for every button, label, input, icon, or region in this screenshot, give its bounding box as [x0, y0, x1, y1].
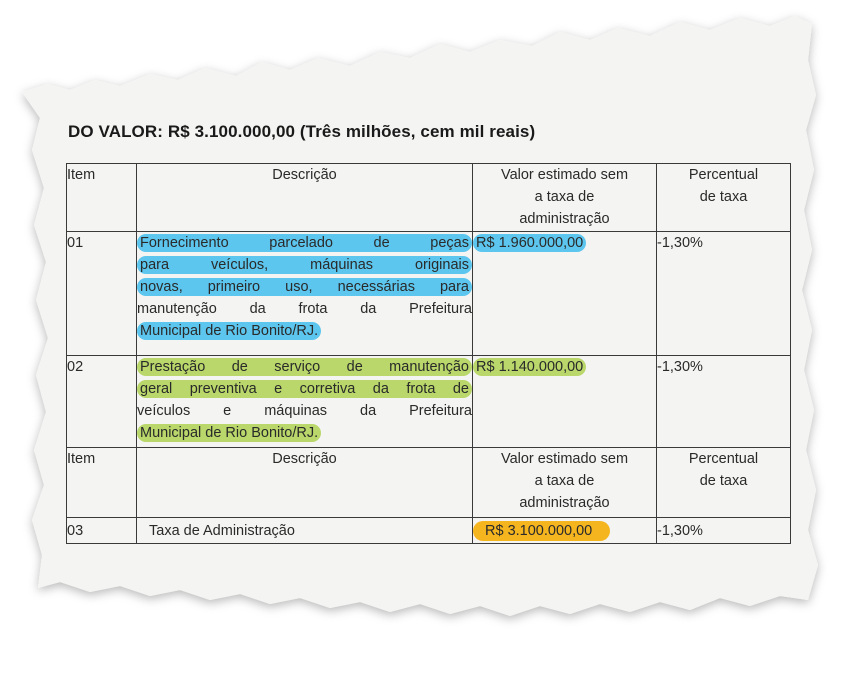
- desc-line: Municipal de Rio Bonito/RJ.: [137, 322, 321, 340]
- header-item: Item: [67, 164, 137, 232]
- row-valor: [473, 232, 657, 356]
- row-percentual: -1,30%: [657, 518, 791, 544]
- header-percentual: [657, 164, 791, 232]
- valor-amount: R$ 3.100.000,00: [473, 521, 610, 541]
- header-percentual-line: de taxa: [699, 189, 748, 205]
- document-title: DO VALOR: R$ 3.100.000,00 (Três milhões, cem mil reais): [68, 122, 536, 141]
- desc-line: Prestação de serviço de manutenção: [137, 358, 472, 376]
- row-percentual: -1,30%: [657, 232, 791, 356]
- header-descricao: Descrição: [137, 164, 473, 232]
- header-item: Item: [67, 448, 137, 518]
- table-row: [67, 356, 791, 448]
- header-valor-line: administração: [519, 495, 610, 511]
- header-valor: [473, 164, 657, 232]
- header-valor-line: Valor estimado sem: [500, 451, 629, 467]
- row-valor: [473, 518, 657, 544]
- row-item-number: 03: [67, 518, 137, 544]
- row-item-number: 01: [67, 232, 137, 356]
- row-percentual: -1,30%: [657, 356, 791, 448]
- table-row: [67, 232, 791, 356]
- table-header-row: [67, 164, 791, 232]
- header-valor-line: administração: [519, 211, 610, 227]
- header-valor-line: a taxa de: [534, 189, 595, 205]
- row-descricao: [137, 356, 473, 448]
- desc-line: Municipal de Rio Bonito/RJ.: [137, 424, 321, 442]
- row-item-number: 02: [67, 356, 137, 448]
- header-percentual-line: de taxa: [699, 473, 748, 489]
- row-descricao: Taxa de Administração: [137, 518, 473, 544]
- desc-line: veículos e máquinas da Prefeitura: [137, 403, 472, 419]
- desc-line: manutenção da frota da Prefeitura: [137, 301, 472, 317]
- header-percentual: [657, 448, 791, 518]
- desc-line: para veículos, máquinas originais: [137, 256, 472, 274]
- desc-line: novas, primeiro uso, necessárias para: [137, 278, 472, 296]
- header-valor-line: a taxa de: [534, 473, 595, 489]
- table-header-row: [67, 448, 791, 518]
- row-valor: [473, 356, 657, 448]
- valor-amount: R$ 1.140.000,00: [473, 358, 586, 376]
- desc-line: geral preventiva e corretiva da frota de: [137, 380, 472, 398]
- row-descricao: [137, 232, 473, 356]
- header-descricao: Descrição: [137, 448, 473, 518]
- value-table: [66, 163, 791, 544]
- header-percentual-line: Percentual: [688, 451, 759, 467]
- header-valor-line: Valor estimado sem: [500, 167, 629, 183]
- valor-amount: R$ 1.960.000,00: [473, 234, 586, 252]
- header-percentual-line: Percentual: [688, 167, 759, 183]
- header-valor: [473, 448, 657, 518]
- desc-line: Fornecimento parcelado de peças: [137, 234, 472, 252]
- table-row: [67, 518, 791, 544]
